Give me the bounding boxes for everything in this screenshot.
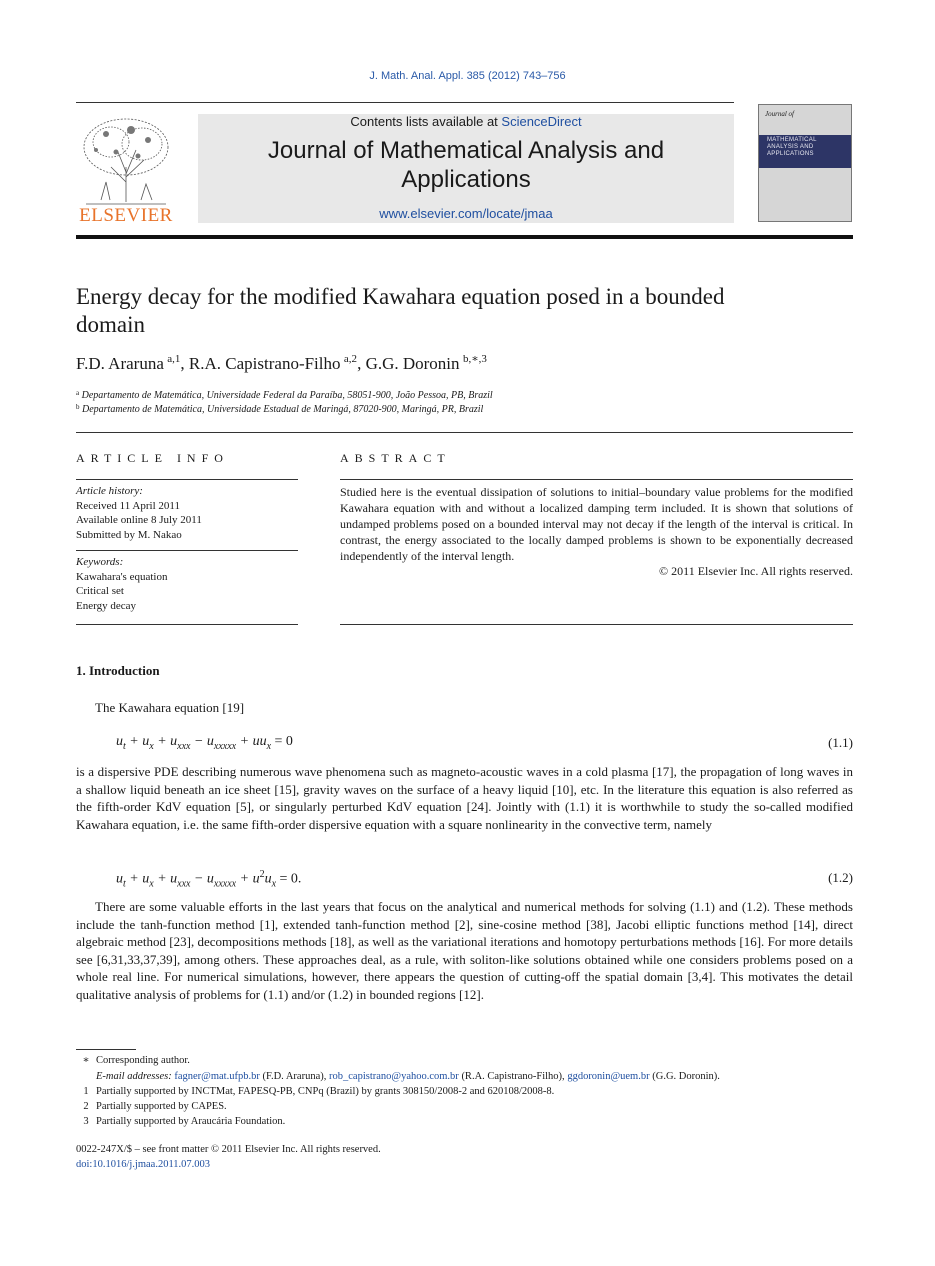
email-link[interactable]: ggdoronin@uem.br	[567, 1071, 650, 1082]
section-heading: 1. Introduction	[76, 663, 160, 678]
doi-link[interactable]: doi:10.1016/j.jmaa.2011.07.003	[76, 1159, 211, 1170]
equation-number: (1.2)	[828, 870, 853, 885]
cover-subtitle: MATHEMATICAL ANALYSIS AND APPLICATIONS	[767, 137, 817, 157]
publisher-wordmark: ELSEVIER	[79, 205, 173, 226]
paragraph: The Kawahara equation [19]	[95, 700, 245, 715]
paragraph: is a dispersive PDE describing numerous wave phenomena such as magneto-acoustic waves in a cold plasma [17], the propagation of long waves in a shallow liquid beneath an ice sheet [15], gravity waves on the surface of a heavy liquid [10], etc. In the literature this equation is also referred as the fifth-order KdV equation [5], or singularly perturbed KdV equation [24]. Jointly with (1.1) it is worthwhile to study the so-called modified Kawahara equation, i.e. the same fifth-order dispersive equation with a square nonlinearity in the convective term, namely	[76, 764, 853, 832]
contents-line	[198, 114, 734, 129]
journal-title	[198, 136, 734, 194]
author-marks: a,1	[167, 353, 181, 365]
header-rule	[76, 102, 734, 103]
author-marks: b,∗,3	[462, 353, 487, 365]
journal-homepage-link[interactable]: www.elsevier.com/locate/jmaa	[379, 206, 553, 221]
author-list: F.D. Araruna $^{a,1}$, R.A. Capistrano-Filho $^{a,2}$, G.G. Doronin $^{b,∗,3}$	[76, 353, 487, 373]
article-history	[76, 484, 298, 542]
footnote: 2 Partially supported by CAPES.	[83, 1101, 227, 1112]
footnote: 1 Partially supported by INCTMat, FAPESQ-PB, CNPq (Brazil) by grants 308150/2008-2 and 620108/2008-8.	[83, 1086, 555, 1097]
affiliation: $^b$ Departamento de Matemática, Universidade Estadual de Maringá, 87020-900, Maringá, PR, Brazil	[76, 403, 484, 415]
journal-citation: J. Math. Anal. Appl. 385 (2012) 743–756	[369, 70, 566, 82]
abstract-heading: ABSTRACT	[340, 451, 451, 465]
cover-title: Journal of	[765, 110, 794, 118]
article-title: Energy decay for the modified Kawahara equation posed in a bounded domain	[76, 284, 725, 337]
contents-prefix: Contents lists available at	[350, 114, 502, 129]
divider	[76, 432, 853, 433]
keywords-label: Keywords:	[76, 556, 124, 568]
equation-1-2: $u_t + u_x + u_{xxx} - u_{xxxxx} + u^2u_x = 0$.	[116, 869, 302, 890]
equation-1-1: $u_t + u_x + u_{xxx} - u_{xxxxx} + uu_x = 0$	[116, 734, 293, 752]
divider	[340, 624, 853, 625]
history-item: Received 11 April 2011	[76, 499, 180, 512]
copyright: © 2011 Elsevier Inc. All rights reserved.	[659, 564, 853, 578]
cover-band	[759, 135, 851, 168]
footnote-corresponding: ∗ Corresponding author.	[82, 1055, 190, 1066]
issn-line: 0022-247X/$ – see front matter © 2011 Elsevier Inc. All rights reserved.	[76, 1144, 381, 1155]
email-link[interactable]: fagner@mat.ufpb.br	[174, 1071, 260, 1082]
author-name: G.G. Doronin	[365, 354, 460, 373]
footnote-emails: E-mail addresses: fagner@mat.ufpb.br (F.D. Araruna), rob_capistrano@yahoo.com.br (R.A. Capistrano-Filho), ggdoronin@uem.br (G.G. Doronin).	[96, 1071, 720, 1082]
paragraph: There are some valuable efforts in the last years that focus on the analytical and numerical methods for solving (1.1) and (1.2). These methods include the tanh-function method [1], extended tanh-function method [2], sine-cosine method [38], Jacobi elliptic functions method [14], direct algebraic method [23], decompositions methods [18], as well as the variational iterations and homotopy perturbations methods [16]. For more details see [6,31,33,37,39], among others. These approaches deal, as a rule, with soliton-like solutions obtained while one considers problems posed on a whole real line. For numerical simulations, however, there appears the question of cutting-off the spatial domain [3,4]. This motivates the detail qualitative analysis of problems for (1.1) and/or (1.2) in bounded regions [12].	[76, 899, 853, 1002]
abstract-text: Studied here is the eventual dissipation of solutions to initial–boundary value problems for the modified Kawahara equation with and without a localized damping term included. It is shown that solutions of undamped problems posed on a bounded interval may not decay if the length of the interval is critical. In contrast, the energy associated to the locally damped problems is shown to be exponentially decreased independently of the interval length.	[340, 485, 853, 563]
author-name: F.D. Araruna	[76, 354, 164, 373]
keywords	[76, 555, 298, 613]
journal-title-line1: Journal of Mathematical Analysis and	[267, 137, 665, 164]
divider	[340, 479, 853, 480]
author-name: R.A. Capistrano-Filho	[188, 354, 341, 373]
email-link[interactable]: rob_capistrano@yahoo.com.br	[329, 1071, 459, 1082]
equation-number: (1.1)	[828, 735, 853, 750]
keyword: Energy decay	[76, 599, 136, 612]
divider	[76, 624, 298, 625]
journal-cover-thumbnail	[758, 104, 852, 222]
sciencedirect-link[interactable]: ScienceDirect	[501, 114, 582, 129]
history-item: Submitted by M. Nakao	[76, 528, 182, 541]
divider	[76, 550, 298, 551]
footnote-rule	[76, 1049, 136, 1050]
journal-title-line2: Applications	[401, 166, 531, 193]
footnote: 3 Partially supported by Araucária Foundation.	[83, 1116, 286, 1127]
article-info-heading: ARTICLE INFO	[76, 451, 229, 465]
header-thick-rule	[76, 235, 853, 239]
author-marks: a,2	[343, 353, 358, 365]
keyword: Kawahara's equation	[76, 570, 168, 583]
affiliation: $^a$ Departamento de Matemática, Universidade Federal da Paraíba, 58051-900, João Pessoa, PB, Brazil	[76, 389, 493, 401]
keyword: Critical set	[76, 585, 124, 597]
divider	[76, 479, 298, 480]
history-item: Available online 8 July 2011	[76, 514, 202, 526]
history-label: Article history:	[76, 485, 143, 497]
